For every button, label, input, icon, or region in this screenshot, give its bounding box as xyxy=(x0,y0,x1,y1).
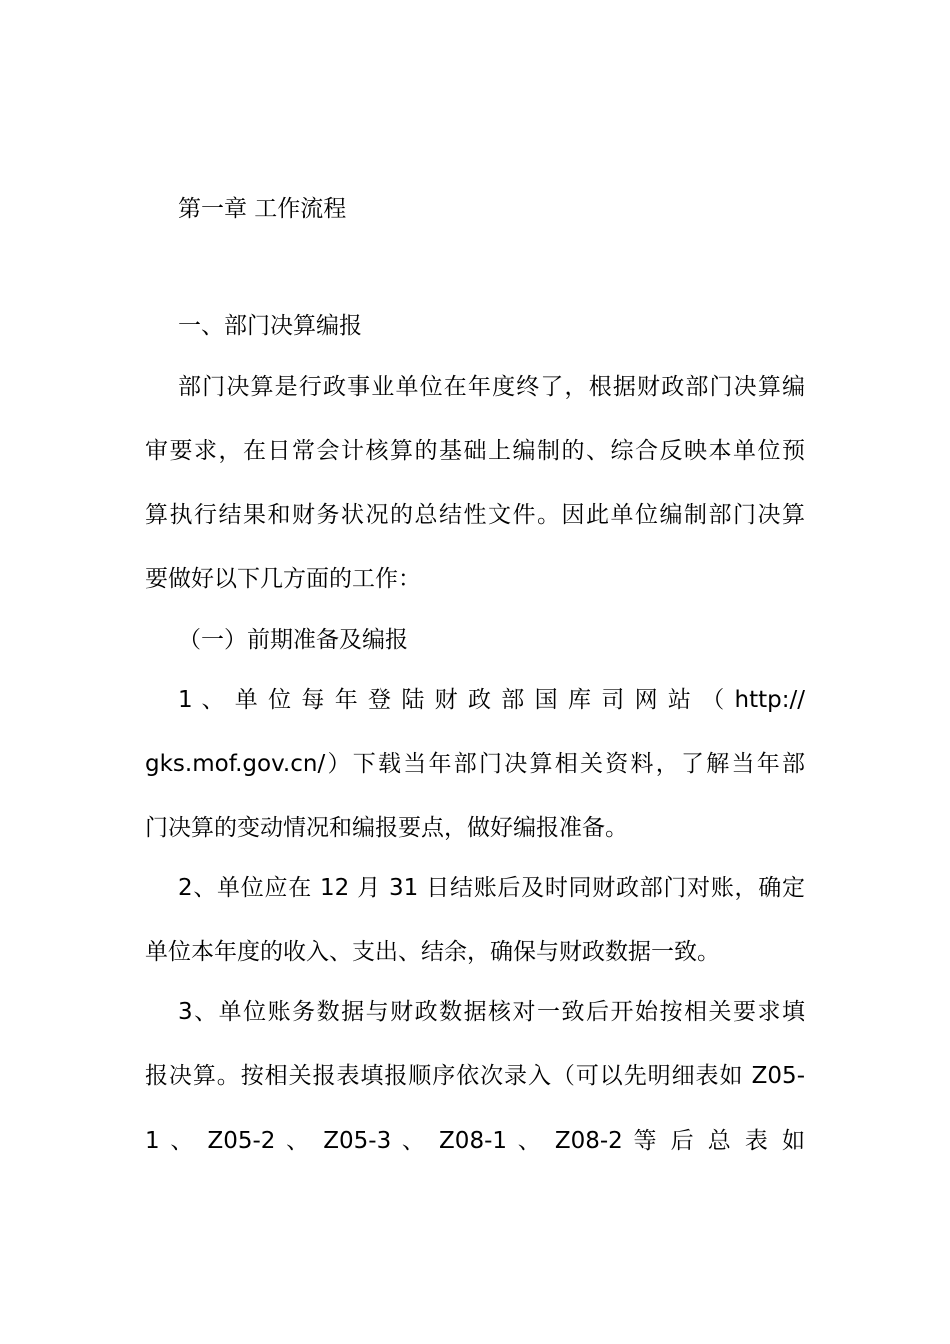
item2-line-2: 单位本年度的收入、支出、结余，确保与财政数据一致。 xyxy=(145,939,720,965)
intro-line-3: 算执行结果和财务状况的总结性文件。因此单位编制部门决算 xyxy=(145,502,805,528)
item3-line-2: 报决算。按相关报表填报顺序依次录入（可以先明细表如 Z05- xyxy=(145,1063,805,1089)
item3-line-3: 1 、 Z05-2 、 Z05-3 、 Z08-1 、 Z08-2 等 后 总 表 如 xyxy=(145,1128,805,1154)
item3-line-1: 3、单位账务数据与财政数据核对一致后开始按相关要求填 xyxy=(178,999,805,1025)
intro-line-1: 部门决算是行政事业单位在年度终了，根据财政部门决算编 xyxy=(178,374,805,400)
intro-line-4: 要做好以下几方面的工作： xyxy=(145,566,421,592)
section-title: 一、部门决算编报 xyxy=(178,313,362,339)
chapter-title: 第一章 工作流程 xyxy=(178,196,347,222)
item2-line-1: 2、单位应在 12 月 31 日结账后及时同财政部门对账，确定 xyxy=(178,875,805,901)
subsection-title: （一）前期准备及编报 xyxy=(178,627,408,653)
intro-line-2: 审要求，在日常会计核算的基础上编制的、综合反映本单位预 xyxy=(145,438,805,464)
item1-line-1: 1 、 单 位 每 年 登 陆 财 政 部 国 库 司 网 站 （ http:// xyxy=(178,687,805,713)
item1-line-3: 门决算的变动情况和编报要点，做好编报准备。 xyxy=(145,815,628,841)
item1-line-2: gks.mof.gov.cn/）下载当年部门决算相关资料，了解当年部 xyxy=(145,751,805,777)
